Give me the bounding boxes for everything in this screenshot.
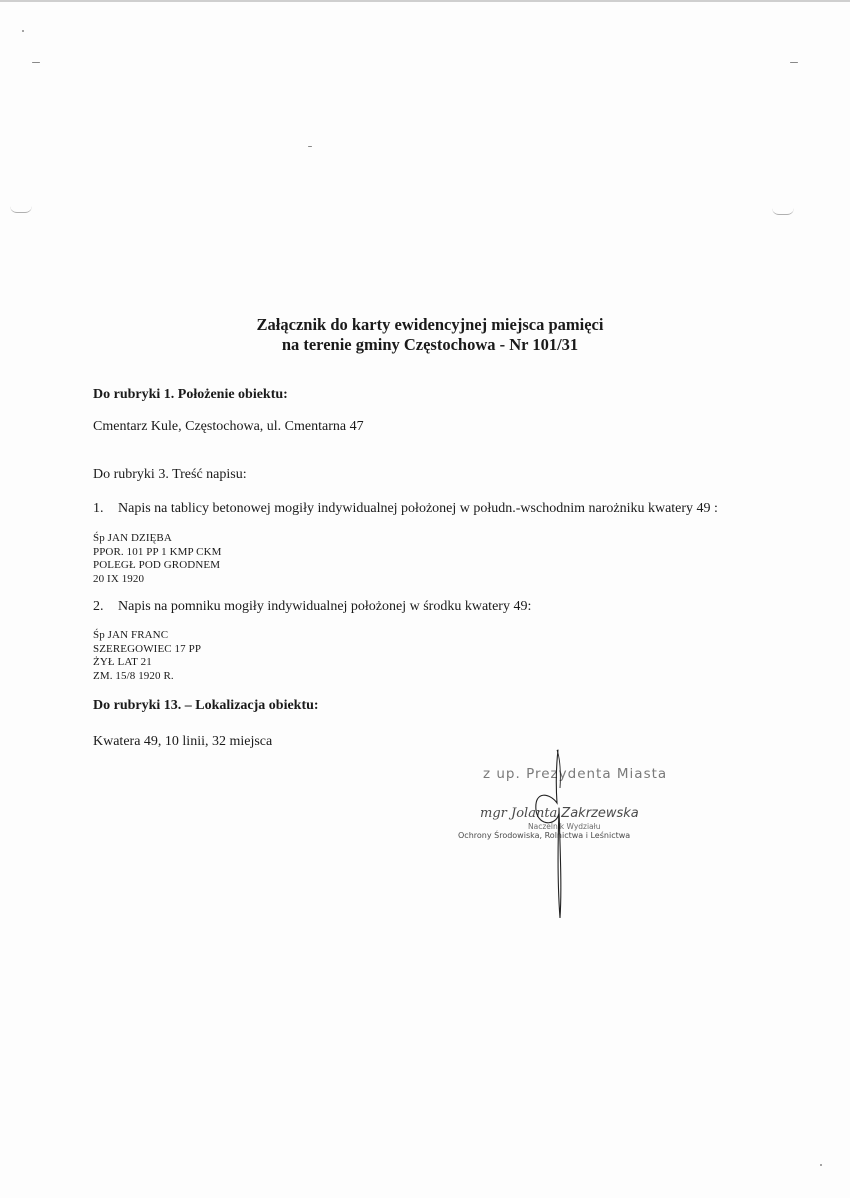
inscription-line: 20 IX 1920 bbox=[93, 572, 145, 585]
document-title-line1: Załącznik do karty ewidencyjnej miejsca pamięci bbox=[256, 315, 604, 334]
stamp-role: Naczelnik Wydziału bbox=[528, 822, 601, 831]
inscription-heading: Do rubryki 3. Treść napisu: bbox=[93, 467, 247, 482]
localization-value: Kwatera 49, 10 linii, 32 miejsca bbox=[93, 734, 273, 749]
stamp-surname: Zakrzewska bbox=[561, 806, 639, 821]
inscription-line: ZM. 15/8 1920 R. bbox=[93, 669, 174, 682]
inscription-item-text: Napis na tablicy betonowej mogiły indywidualnej położonej w połudn.-wschodnim narożniku kwatery 49 : bbox=[118, 501, 718, 516]
punch-hole-mark-left bbox=[10, 206, 32, 213]
stamp-authorization: z up. Prezydenta Miasta bbox=[483, 766, 668, 782]
inscription-line: Śp JAN FRANC bbox=[93, 629, 169, 641]
stamp-name-title: mgr Jolanta bbox=[480, 806, 558, 821]
inscription-line: PPOR. 101 PP 1 KMP CKM bbox=[93, 545, 222, 558]
scan-speck bbox=[308, 146, 312, 147]
inscription-item-1 bbox=[93, 500, 718, 518]
punch-hole-mark-right bbox=[772, 208, 794, 215]
stamp-department: Ochrony Środowiska, Rolnictwa i Leśnictwa bbox=[458, 831, 631, 840]
handwritten-signature bbox=[520, 748, 590, 923]
inscription-line: SZEREGOWIEC 17 PP bbox=[93, 642, 202, 655]
inscription-item-number: 1. bbox=[93, 501, 104, 516]
document-title-line2: na terenie gminy Częstochowa - Nr 101/31 bbox=[281, 335, 579, 354]
location-value: Cmentarz Kule, Częstochowa, ul. Cmentarna 47 bbox=[93, 419, 364, 434]
scan-speck bbox=[820, 1164, 822, 1166]
scan-edge bbox=[0, 0, 850, 2]
inscription-item-text: Napis na pomniku mogiły indywidualnej położonej w środku kwatery 49: bbox=[118, 599, 532, 614]
inscription-line: Śp JAN DZIĘBA bbox=[93, 532, 172, 544]
inscription-line: POLEGŁ POD GRODNEM bbox=[93, 559, 221, 571]
inscription-item-number: 2. bbox=[93, 599, 104, 614]
localization-heading: Do rubryki 13. – Lokalizacja obiektu: bbox=[93, 698, 319, 713]
location-heading: Do rubryki 1. Położenie obiektu: bbox=[93, 387, 288, 402]
inscription-line: ŻYŁ LAT 21 bbox=[93, 656, 152, 668]
scan-speck bbox=[790, 62, 798, 63]
scan-speck bbox=[32, 62, 40, 63]
inscription-item-2 bbox=[93, 598, 531, 616]
scan-speck bbox=[22, 30, 24, 32]
